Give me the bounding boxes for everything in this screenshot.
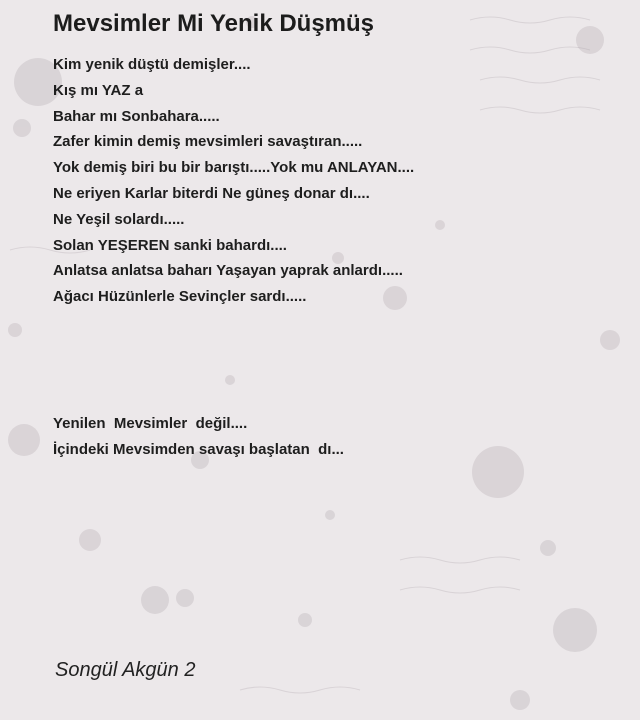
- poem-line: Solan YEŞEREN sanki bahardı....: [53, 236, 287, 254]
- poem-line: Bahar mı Sonbahara.....: [53, 107, 220, 125]
- poem-line: Kim yenik düştü demişler....: [53, 56, 251, 73]
- poem-line: Yenilen Mevsimler değil....: [53, 415, 248, 432]
- poem-line: Yok demiş biri bu bir barıştı.....Yok mu ANLAYAN....: [53, 159, 415, 177]
- poem-line: Kış mı YAZ a: [53, 81, 144, 99]
- stanza-1: [53, 52, 414, 310]
- poem-line: Ne eriyen Karlar biterdi Ne güneş donar dı....: [53, 184, 370, 202]
- poem-line: Anlatsa anlatsa baharı Yaşayan yaprak anlardı.....: [53, 262, 403, 280]
- author-name: Songül Akgün 2: [55, 659, 196, 681]
- poem-line: Zafer kimin demiş mevsimleri savaştıran.....: [53, 133, 363, 151]
- poem-line: Ne Yeşil solardı.....: [53, 210, 185, 228]
- poem-line: İçindeki Mevsimden savaşı başlatan dı...: [53, 440, 344, 458]
- poem-title: Mevsimler Mi Yenik Düşmüş: [53, 10, 375, 37]
- poem-line: Ağacı Hüzünlerle Sevinçler sardı.....: [53, 288, 307, 306]
- stanza-2: [53, 411, 344, 463]
